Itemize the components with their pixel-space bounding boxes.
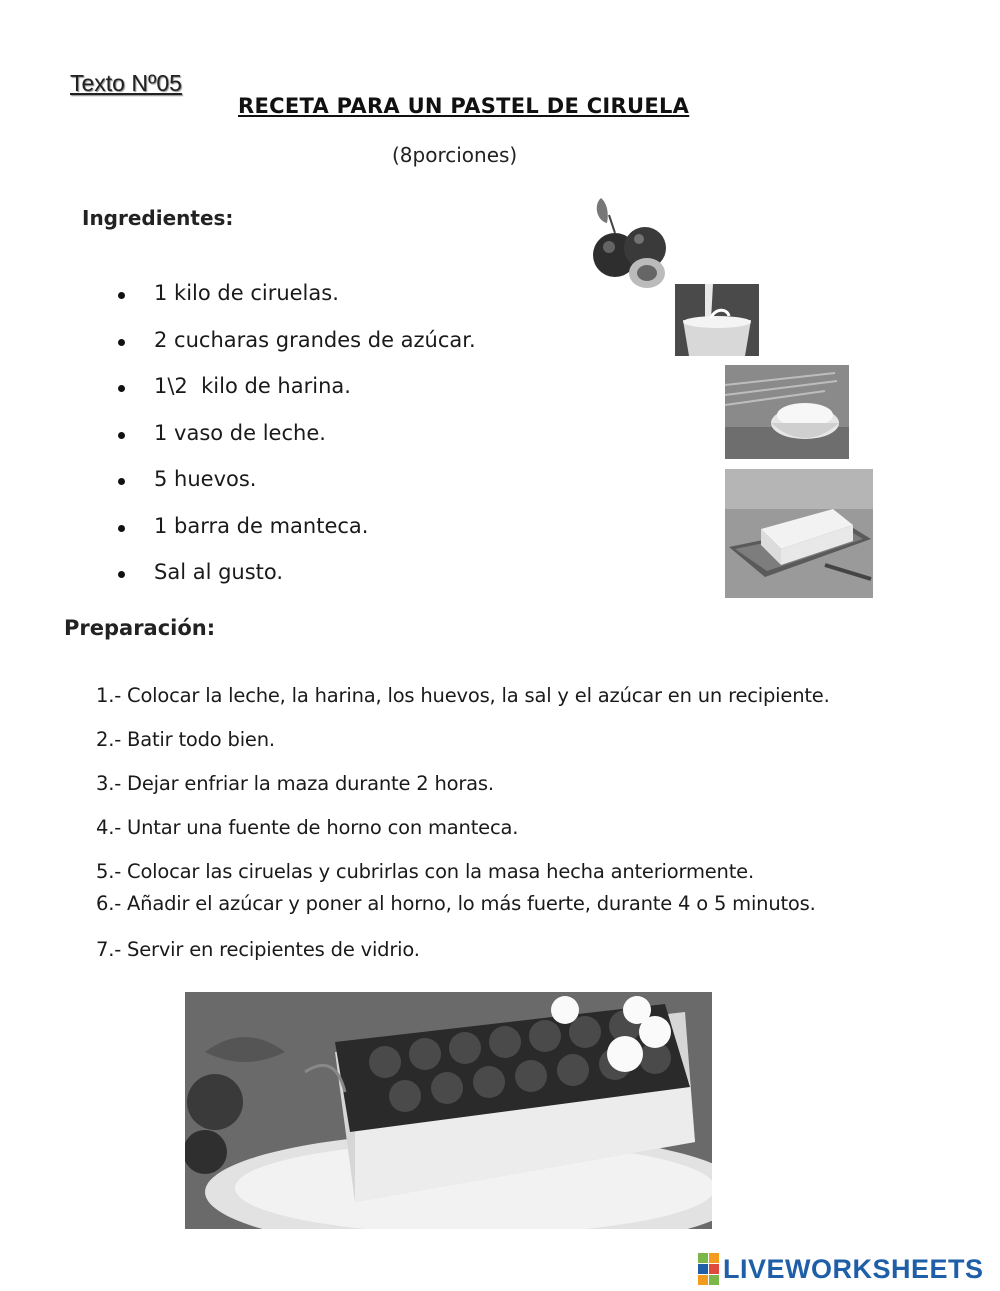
- preparation-heading: Preparación:: [64, 616, 216, 640]
- ingredient-item: 1\2 kilo de harina.: [118, 374, 476, 421]
- plum-pie-image: [185, 992, 712, 1229]
- flour-image: [725, 365, 849, 459]
- step-item: 5.- Colocar las ciruelas y cubrirlas con la masa hecha anteriormente.: [96, 860, 754, 883]
- ingredient-item: 2 cucharas grandes de azúcar.: [118, 328, 476, 375]
- step-item: 4.- Untar una fuente de horno con manteca.: [96, 816, 519, 839]
- step-item: 6.- Añadir el azúcar y poner al horno, lo más fuerte, durante 4 o 5 minutos.: [96, 892, 816, 915]
- portions-label: (8porciones): [392, 143, 518, 167]
- plums-image: [585, 193, 675, 293]
- ingredient-item: 1 vaso de leche.: [118, 421, 476, 468]
- text-number-label: Texto Nº05: [70, 70, 182, 96]
- liveworksheets-logo: [698, 1253, 984, 1285]
- ingredients-heading: Ingredientes:: [82, 206, 234, 230]
- ingredients-list: [118, 281, 476, 607]
- step-item: 7.- Servir en recipientes de vidrio.: [96, 938, 420, 961]
- recipe-title: RECETA PARA UN PASTEL DE CIRUELA: [238, 94, 690, 118]
- step-item: 2.- Batir todo bien.: [96, 728, 275, 751]
- logo-text: LIVEWORKSHEETS: [723, 1253, 984, 1284]
- ingredient-item: 5 huevos.: [118, 467, 476, 514]
- ingredient-item: 1 barra de manteca.: [118, 514, 476, 561]
- step-item: 1.- Colocar la leche, la harina, los huevos, la sal y el azúcar en un recipiente.: [96, 684, 830, 707]
- ingredient-item: Sal al gusto.: [118, 560, 476, 607]
- ingredient-item: 1 kilo de ciruelas.: [118, 281, 476, 328]
- step-item: 3.- Dejar enfriar la maza durante 2 horas.: [96, 772, 494, 795]
- milk-image: [675, 284, 759, 356]
- logo-icon: [698, 1253, 719, 1285]
- butter-image: [725, 469, 873, 598]
